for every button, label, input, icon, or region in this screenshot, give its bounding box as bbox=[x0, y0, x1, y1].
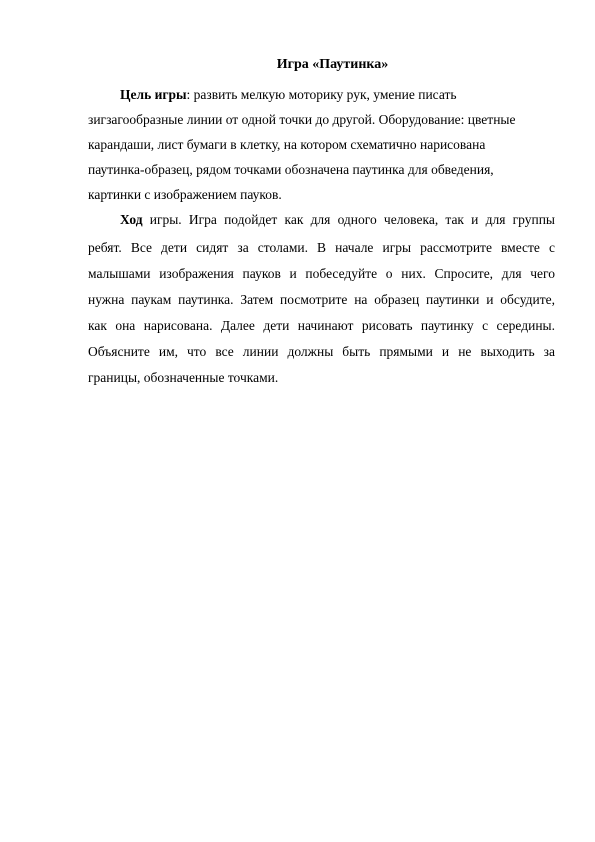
process-line-7: границы, обозначенные точками. bbox=[88, 370, 279, 385]
document-title: Игра «Паутинка» bbox=[276, 57, 389, 72]
process-line-2: ребят. Все дети сидят за столами. В начале игры рассмотрите вместе с bbox=[88, 240, 555, 255]
process-line-3: малышами изображения пауков и побеседуйте о них. Спросите, для чего bbox=[88, 266, 555, 281]
goal-text-1: : развить мелкую моторику рук, умение писать bbox=[186, 87, 457, 102]
process-line-1 bbox=[120, 210, 555, 230]
goal-label: Цель игры bbox=[120, 87, 187, 102]
goal-line-2: зигзагообразные линии от одной точки до другой. Оборудование: цветные bbox=[88, 112, 516, 127]
goal-line-4: паутинка-образец, рядом точками обозначена паутинка для обведения, bbox=[88, 162, 494, 177]
process-line-5: как она нарисована. Далее дети начинают рисовать паутинку с середины. bbox=[88, 318, 555, 333]
process-text-1: игры. Игра подойдет как для одного человека, так и для группы bbox=[142, 212, 555, 227]
process-label: Ход bbox=[120, 212, 143, 227]
goal-line-1 bbox=[120, 85, 457, 105]
goal-line-3: карандаши, лист бумаги в клетку, на котором схематично нарисована bbox=[88, 137, 486, 152]
process-line-4: нужна паукам паутинка. Затем посмотрите на образец паутинки и обсудите, bbox=[88, 292, 555, 307]
process-line-6: Объясните им, что все линии должны быть прямыми и не выходить за bbox=[88, 344, 555, 359]
goal-line-5: картинки с изображением пауков. bbox=[88, 187, 282, 202]
